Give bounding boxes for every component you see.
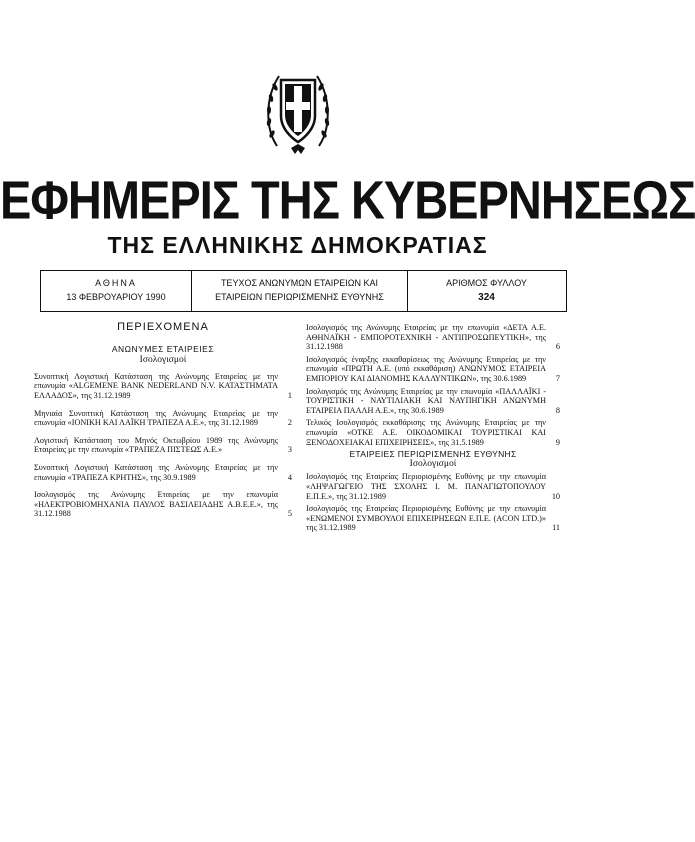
contents-entry <box>34 490 292 519</box>
contents-left-column <box>34 323 292 527</box>
contents-entry <box>306 472 560 501</box>
coat-of-arms-emblem <box>263 58 333 158</box>
contents-entry-text: Ισολογισμός της Ανώνυμης Εταιρείας με την επωνυμία «ΔΕΤΑ Α.Ε. ΑΘΗΝΑΪΚΗ - ΕΜΠΟΡΟΤΕΧΝΙΚΗ - ΑΝΤΙΠΡΟΣΩΠΕΥΤΙΚΗ», της 31.12.1988 <box>306 323 546 352</box>
contents-entry-page: 7 <box>555 373 560 383</box>
contents-entry-page: 10 <box>551 491 560 501</box>
contents-entry-text: Λογιστική Κατάσταση του Μηνός Οκτωβρίου 1989 της Ανώνυμης Εταιρείας με την επωνυμία «ΤΡΑΠΕΖΑ ΠΙΣΤΕΩΣ Α.Ε.» <box>34 435 278 455</box>
contents-entry <box>34 436 292 455</box>
contents-entry <box>306 323 560 352</box>
contents-entry-text: Ισολογισμός της Εταιρείας Περιορισμένης Ευθύνης με την επωνυμία «ΕΝΩΜΕΝΟΙ ΣΥΜΒΟΥΛΟΙ ΕΠΙΧΕΙΡΗΣΕΩΝ Ε.Π.Ε. (ACON LTD.)» της 31.12.1989 <box>306 504 546 533</box>
section-title-sa: ΑΝΩΝΥΜΕΣ ΕΤΑΙΡΕΙΕΣ <box>111 343 215 354</box>
contents-entry <box>34 463 292 482</box>
contents-entry-text: Ισολογισμός της Ανώνυμης Εταιρείας με την επωνυμία «ΠΑΛΛΑΪΚΙ - ΤΟΥΡΙΣΤΙΚΗ - ΝΑΥΤΙΛΙΑΚΗ ΚΑΙ ΝΑΥΠΗΓΙΚΗ ΑΝΩΝΥΜΗ ΕΤΑΙΡΕΙΑ ΠΑΛΛΗ Α.Ε.», της 30.6.1989 <box>306 386 546 415</box>
issue-type-cell <box>191 271 408 311</box>
sheet-number-label: ΑΡΙΘΜΟΣ ΦΥΛΛΟΥ <box>446 278 527 288</box>
contents-entry-text: Ισολογισμός της Ανώνυμης Εταιρείας με την επωνυμία «ΗΛΕΚΤΡΟΒΙΟΜΗΧΑΝΙΑ ΠΑΥΛΟΣ ΒΑΣΙΛΕΙΑΔΗΣ Α.Β.Ε.Ε.», της 31.12.1988 <box>34 490 278 519</box>
contents-list-right-ltd <box>306 472 560 533</box>
issue-type-line1: ΤΕΥΧΟΣ ΑΝΩΝΥΜΩΝ ΕΤΑΙΡΕΙΩΝ ΚΑΙ <box>220 278 379 288</box>
contents-entry-text: Μηνιαία Συνοπτική Κατάσταση της Ανώνυμης Εταιρείας με την επωνυμία «ΙΟΝΙΚΗ ΚΑΙ ΛΑΪΚΗ ΤΡΑΠΕΖΑ Α.Ε.», της 31.12.1989 <box>34 408 278 428</box>
sheet-number: 324 <box>478 292 495 303</box>
issue-city: ΑΘΗΝΑ <box>95 278 137 288</box>
contents-right-column <box>306 323 560 536</box>
section-subtitle-balance-sheets: Ισολογισμοί <box>139 355 187 366</box>
contents-list-right <box>306 323 560 447</box>
issue-date-cell <box>41 271 191 311</box>
contents-entry <box>306 418 560 447</box>
contents-entry-page: 3 <box>287 445 292 455</box>
contents-entry-page: 5 <box>287 509 292 519</box>
gazette-subtitle: ΤΗΣ ΕΛΛΗΝΙΚΗΣ ΔΗΜΟΚΡΑΤΙΑΣ <box>107 232 488 258</box>
contents-entry-page: 1 <box>287 390 292 400</box>
issue-type-line2: ΕΤΑΙΡΕΙΩΝ ΠΕΡΙΩΡΙΣΜΕΝΗΣ ΕΥΘΥΝΗΣ <box>215 292 384 302</box>
contents-entry-page: 6 <box>555 342 560 352</box>
contents-entry <box>34 409 292 428</box>
contents-title: ΠΕΡΙΕΧΟΜΕΝΑ <box>117 321 209 333</box>
contents-entry <box>306 355 560 384</box>
contents-entry-page: 2 <box>287 418 292 428</box>
contents-entry-text: Συνοπτική Λογιστική Κατάσταση της Ανώνυμης Εταιρείας με την επωνυμία «ALGEMENE BANK NEDERLAND N.V. ΚΑΤΑΣΤΗΜΑΤΑ ΕΛΛΑΔΟΣ», της 31.12.1989 <box>34 371 278 400</box>
gazette-title: ΕΦΗΜΕΡΙΣ ΤΗΣ ΚΥΒΕΡΝΗΣΕΩΣ <box>0 169 695 231</box>
contents-entry-text: Συνοπτική Λογιστική Κατάσταση της Ανώνυμης Εταιρείας με την επωνυμία «ΤΡΑΠΕΖΑ ΚΡΗΤΗΣ», της 30.9.1989 <box>34 462 278 482</box>
section-title-ltd: ΕΤΑΙΡΕΙΕΣ ΠΕΡΙΩΡΙΣΜΕΝΗΣ ΕΥΘΥΝΗΣ <box>349 449 517 460</box>
contents-entry-text: Ισολογισμός έναρξης εκκαθαρίσεως της Ανώνυμης Εταιρείας με την επωνυμία «ΠΡΩΤΗ Α.Ε. (υπό εκκαθάριση) ΑΝΩΝΥΜΟΣ ΕΤΑΙΡΕΙΑ ΕΜΠΟΡΙΟΥ ΚΑΙ ΔΙΑΝΟΜΗΣ ΚΑΛΛΥΝΤΙΚΩΝ», της 30.6.1989 <box>306 354 546 383</box>
contents-entry-page: 8 <box>555 405 560 415</box>
contents-entry-page: 4 <box>287 472 292 482</box>
sheet-number-cell <box>407 271 566 311</box>
contents-entry-page: 11 <box>552 523 560 533</box>
contents-entry-text: Τελικός Ισολογισμός εκκαθάρισης της Ανώνυμης Εταιρείας με την επωνυμία «ΟΤΚΕ Α.Ε. ΟΙΚΟΔΟΜΙΚΑΙ ΤΟΥΡΙΣΤΙΚΑΙ ΚΑΙ ΞΕΝΟΔΟΧΕΙΑΚΑΙ ΕΠΙΧΕΙΡΗΣΕΙΣ», της 31.5.1989 <box>306 418 546 447</box>
contents-entry-text: Ισολογισμός της Εταιρείας Περιορισμένης Ευθύνης με την επωνυμία «ΛΗΨΑΓΩΓΕΙΟ ΤΗΣ ΣΧΟΛΗΣ Ι. Μ. ΠΑΝΑΓΙΩΤΟΠΟΥΛΟΥ Ε.Π.Ε.», της 31.12.1989 <box>306 472 546 501</box>
contents-entry <box>306 387 560 416</box>
issue-info-box <box>40 270 567 312</box>
section2-subtitle-balance-sheets: Ισολογισμοί <box>409 458 457 469</box>
contents-entry-page: 9 <box>555 437 560 447</box>
issue-date: 13 ΦΕΒΡΟΥΑΡΙΟΥ 1990 <box>66 292 166 302</box>
contents-entry <box>306 504 560 533</box>
contents-entry <box>34 372 292 401</box>
contents-list-left <box>34 372 292 519</box>
